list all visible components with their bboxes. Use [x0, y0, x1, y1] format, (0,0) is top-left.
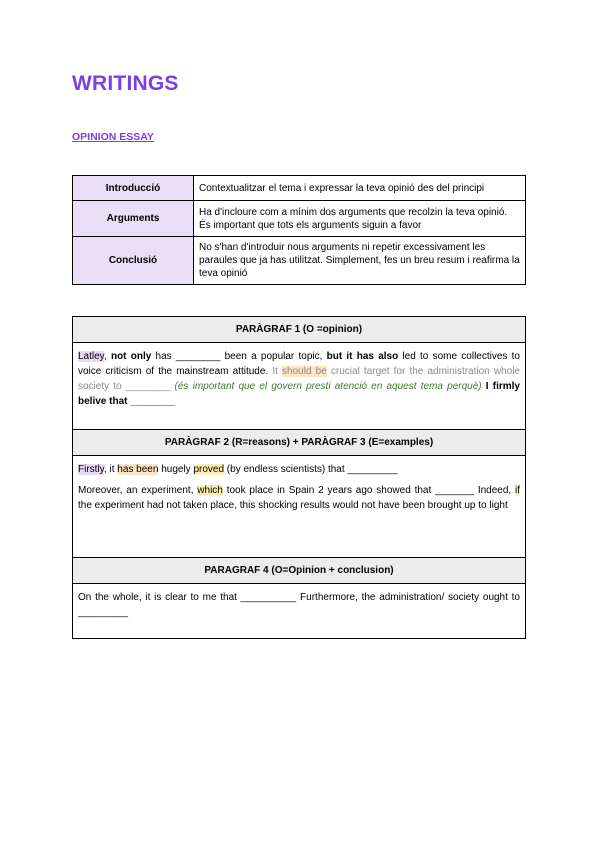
bold-connector: but it has also — [326, 351, 399, 362]
text-span: led to some collectives to voice criticism of the mainstream attitude. — [78, 351, 520, 377]
table-row — [73, 176, 526, 201]
text-span: the experiment had not taken place, this shocking results would not have been brought up to light — [78, 500, 508, 511]
row-text-arguments: Ha d'incloure com a mínim dos arguments que recolzin la teva opinió. És important que tots els arguments siguin a favor — [194, 201, 526, 237]
paragraph-2-body — [73, 456, 525, 558]
row-label-arguments: Arguments — [73, 201, 194, 237]
connector-highlight: Latley — [78, 351, 104, 362]
conditional-highlight: if — [515, 485, 520, 496]
verb-highlight: has been — [117, 464, 159, 475]
connector-highlight: Firstly — [78, 464, 104, 475]
text-span: has ________ been a popular topic, — [151, 351, 327, 362]
bold-opinion: I firmly belive that ________ — [78, 381, 520, 407]
table-row — [73, 237, 526, 285]
essay-structure-table — [72, 175, 526, 285]
text-span: , — [103, 351, 111, 362]
row-text-conclusio: No s'han d'introduir nous arguments ni repetir excessivament les paraules que ja has utilitzat. Simplement, fes un breu resum i reafirma la teva opinió — [194, 237, 526, 285]
relative-highlight: which — [197, 485, 223, 496]
text-span: (by endless scientists) that _________ — [224, 464, 398, 475]
bold-connector: not only — [110, 351, 152, 362]
text-span: hugely — [158, 464, 194, 475]
row-label-conclusio: Conclusió — [73, 237, 194, 285]
paragraph-template-box — [72, 316, 526, 639]
text-span: Moreover, an experiment, — [78, 485, 198, 496]
page-title: WRITINGS — [72, 72, 179, 95]
text-span: , it — [103, 464, 118, 475]
paragraph-1-body — [73, 343, 525, 430]
row-label-introduccio: Introducció — [73, 176, 194, 201]
table-row — [73, 201, 526, 237]
text-span: took place in Spain 2 years ago showed that _______ Indeed, — [222, 485, 515, 496]
paragraph-4-body: On the whole, it is clear to me that __________ Furthermore, the administration/ society ought to _________ — [78, 592, 520, 618]
modal-highlight: should be — [282, 366, 327, 377]
row-text-introduccio: Contextualitzar el tema i expressar la teva opinió des del principi — [194, 176, 526, 201]
paragraph-4-heading: PARAGRAF 4 (O=Opinion + conclusion) — [73, 558, 525, 584]
verb-highlight: proved — [193, 464, 225, 475]
grey-text: It — [272, 366, 283, 377]
grey-text: crucial target for the administration whole society to ________ — [78, 366, 520, 392]
section-subtitle: OPINION ESSAY — [72, 131, 154, 143]
paragraph-2-heading: PARÀGRAF 2 (R=reasons) + PARÀGRAF 3 (E=examples) — [73, 430, 525, 456]
catalan-note: (és important que el govern presti atenció en aquest tema perquè) — [174, 381, 482, 392]
paragraph-1-heading: PARÀGRAF 1 (O =opinion) — [73, 317, 525, 343]
